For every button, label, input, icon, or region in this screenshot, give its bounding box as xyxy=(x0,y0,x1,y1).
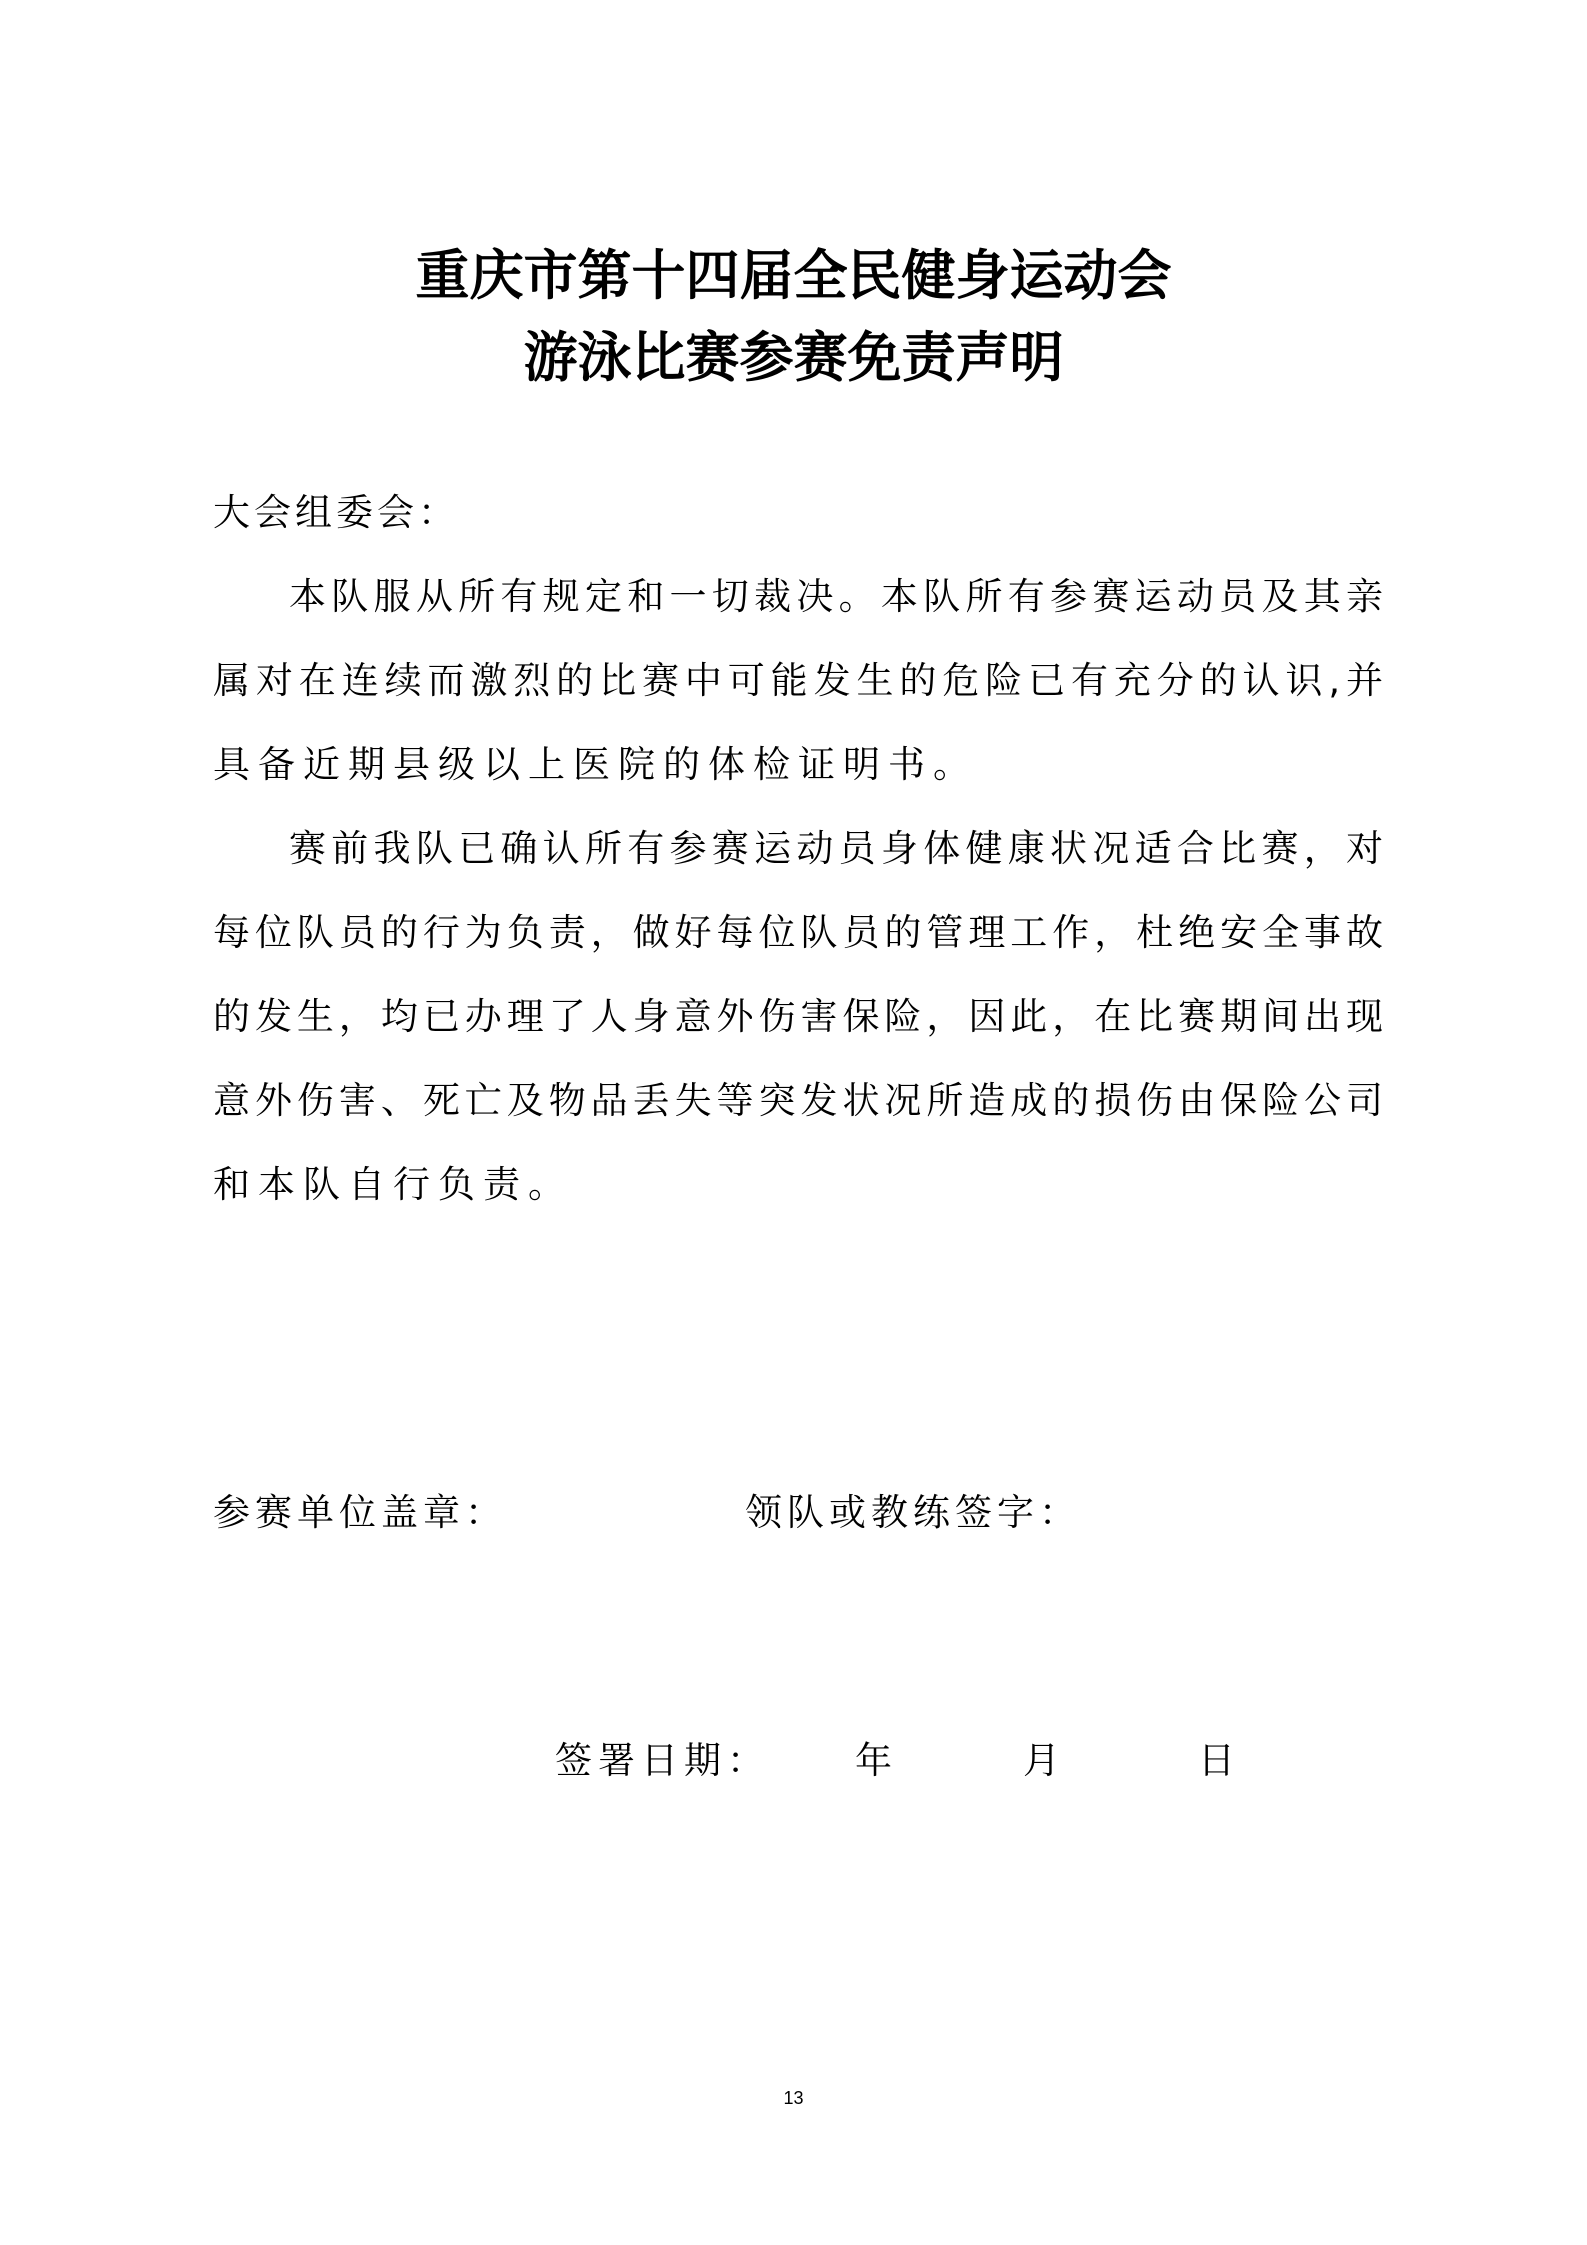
paragraph-2-line-2: 每位队员的行为负责，做好每位队员的管理工作，杜绝安全事故 xyxy=(213,911,1383,954)
leader-sign-label: 领队或教练签字： xyxy=(745,1491,1081,1534)
document-title-line-1: 重庆市第十四届全民健身运动会 xyxy=(415,243,1172,307)
salutation: 大会组委会： xyxy=(213,491,459,534)
paragraph-1-line-1: 本队服从所有规定和一切裁决。本队所有参赛运动员及其亲 xyxy=(289,575,1383,618)
paragraph-2-line-4: 意外伤害、死亡及物品丢失等突发状况所造成的损伤由保险公司 xyxy=(213,1079,1383,1122)
date-label: 签署日期： xyxy=(555,1739,770,1782)
year-label: 年 xyxy=(855,1739,892,1782)
paragraph-2-line-1: 赛前我队已确认所有参赛运动员身体健康状况适合比赛，对 xyxy=(289,827,1383,870)
page-number: 13 xyxy=(783,2088,804,2108)
paragraph-1-line-2: 属对在连续而激烈的比赛中可能发生的危险已有充分的认识,并 xyxy=(213,659,1383,702)
document-title-line-2: 游泳比赛参赛免责声明 xyxy=(523,325,1064,389)
unit-seal-label: 参赛单位盖章： xyxy=(213,1491,507,1534)
day-label: 日 xyxy=(1198,1739,1235,1782)
month-label: 月 xyxy=(1023,1739,1060,1782)
paragraph-1-line-3: 具备近期县级以上医院的体检证明书。 xyxy=(213,743,978,786)
paragraph-2-line-5: 和本队自行负责。 xyxy=(213,1163,573,1206)
paragraph-2-line-3: 的发生，均已办理了人身意外伤害保险，因此，在比赛期间出现 xyxy=(213,995,1383,1038)
